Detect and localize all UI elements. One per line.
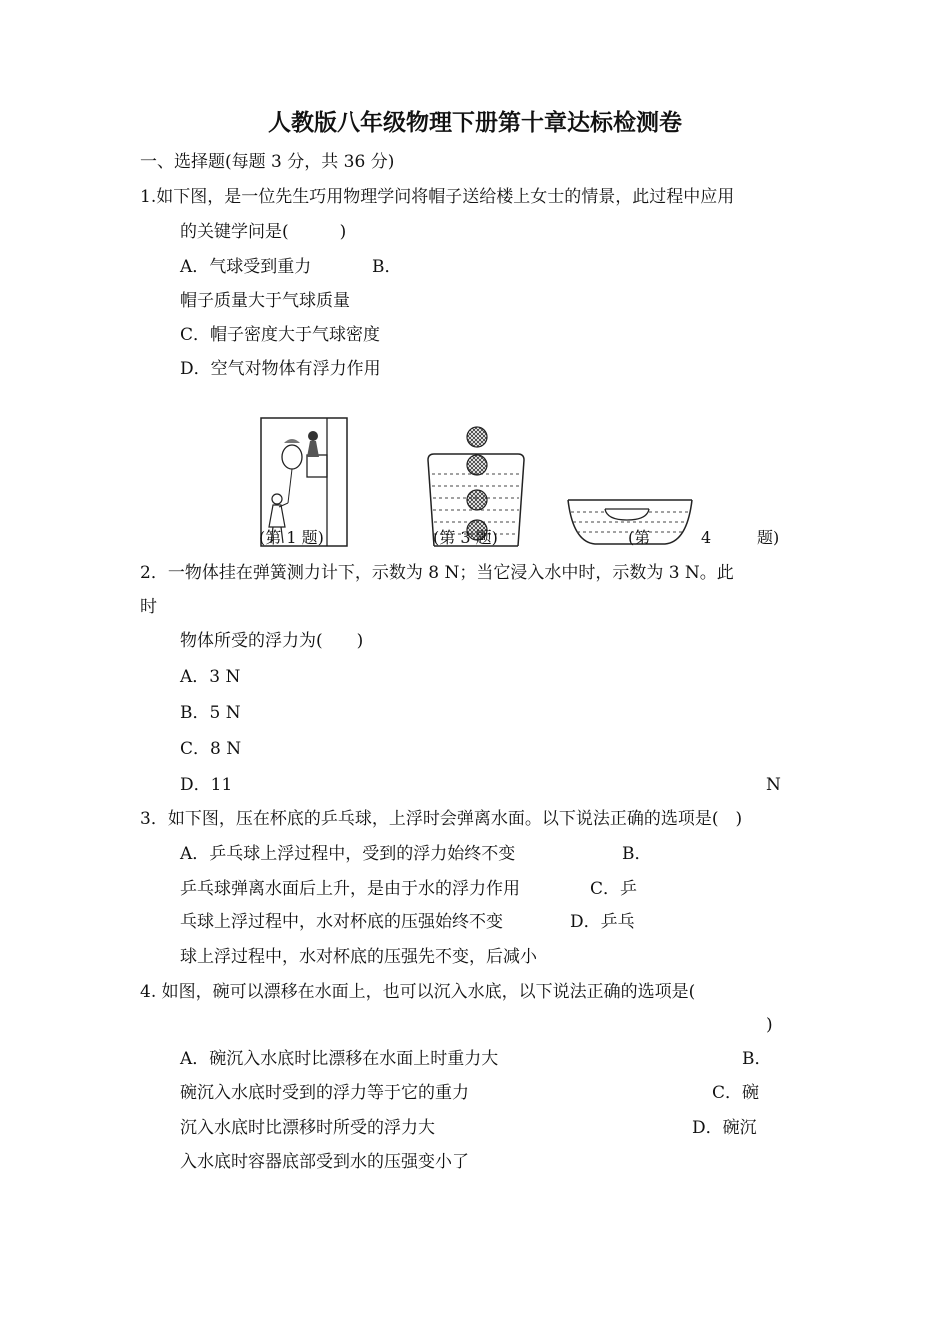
figure-caption-q1: (第 1 题) <box>259 528 324 547</box>
q4-option-c-text: 沉入水底时比漂移时所受的浮力大 <box>180 1118 435 1138</box>
q4-stem-paren: ) <box>766 1015 773 1035</box>
q4-option-b-text: 碗沉入水底时受到的浮力等于它的重力 <box>180 1083 469 1103</box>
q3-option-b-text: 乒乓球弹离水面后上升，是由于水的浮力作用 <box>180 879 520 899</box>
q3-option-a: A．乒乓球上浮过程中，受到的浮力始终不变 <box>180 844 516 864</box>
q3-option-d-text: 球上浮过程中，水对杯底的压强先不变，后减小 <box>180 947 537 967</box>
q2-stem-line1-wrap: 时 <box>140 597 157 617</box>
q2-option-d: D．11 <box>180 775 233 795</box>
q3-stem: 3．如下图，压在杯底的乒乓球，上浮时会弹离水面。以下说法正确的选项是( ) <box>140 809 743 829</box>
q4-stem: 4. 如图，碗可以漂移在水面上，也可以沉入水底，以下说法正确的选项是( <box>140 982 696 1002</box>
q1-option-b-text: 帽子质量大于气球质量 <box>180 291 350 311</box>
q2-stem-line1: 2．一物体挂在弹簧测力计下，示数为 8 N；当它浸入水中时，示数为 3 N。此 <box>140 563 734 583</box>
q1-stem-line2: 的关键学问是( ) <box>180 222 347 242</box>
q3-option-c-label: C．乒 <box>590 879 638 899</box>
q2-option-b: B．5 N <box>180 703 241 723</box>
figure-caption-q4-part2: 4 <box>701 528 712 547</box>
q3-option-d-label: D．乒乓 <box>570 912 635 932</box>
q2-option-d-unit: N <box>766 775 781 795</box>
section-heading: 一、选择题(每题 3 分，共 36 分) <box>140 152 395 172</box>
figure-caption-q4-part3: 题) <box>757 528 780 547</box>
q4-option-d-text: 入水底时容器底部受到水的压强变小了 <box>180 1152 469 1172</box>
q1-option-a: A．气球受到重力 <box>180 257 312 277</box>
q1-option-d: D．空气对物体有浮力作用 <box>180 359 381 379</box>
q4-option-c-label: C．碗 <box>712 1083 760 1103</box>
page-title: 人教版八年级物理下册第十章达标检测卷 <box>268 110 682 136</box>
q2-option-c: C．8 N <box>180 739 242 759</box>
q4-option-a: A．碗沉入水底时比漂移在水面上时重力大 <box>180 1049 499 1069</box>
figure-caption-q3: (第 3 题) <box>433 528 498 547</box>
q1-option-c: C．帽子密度大于气球密度 <box>180 325 381 345</box>
q2-stem-line2: 物体所受的浮力为( ) <box>180 631 364 651</box>
q1-stem-line1: 1.如下图，是一位先生巧用物理学问将帽子送给楼上女士的情景，此过程中应用 <box>140 187 735 207</box>
q3-option-b-label: B． <box>622 844 652 864</box>
q2-option-a: A．3 N <box>180 667 241 687</box>
q1-option-b-label: B． <box>372 257 402 277</box>
figure-caption-q4-part1: (第 <box>628 528 651 547</box>
q4-option-d-label: D．碗沉 <box>692 1118 757 1138</box>
q4-option-b-label: B． <box>742 1049 772 1069</box>
q3-option-c-text: 乓球上浮过程中，水对杯底的压强始终不变 <box>180 912 503 932</box>
